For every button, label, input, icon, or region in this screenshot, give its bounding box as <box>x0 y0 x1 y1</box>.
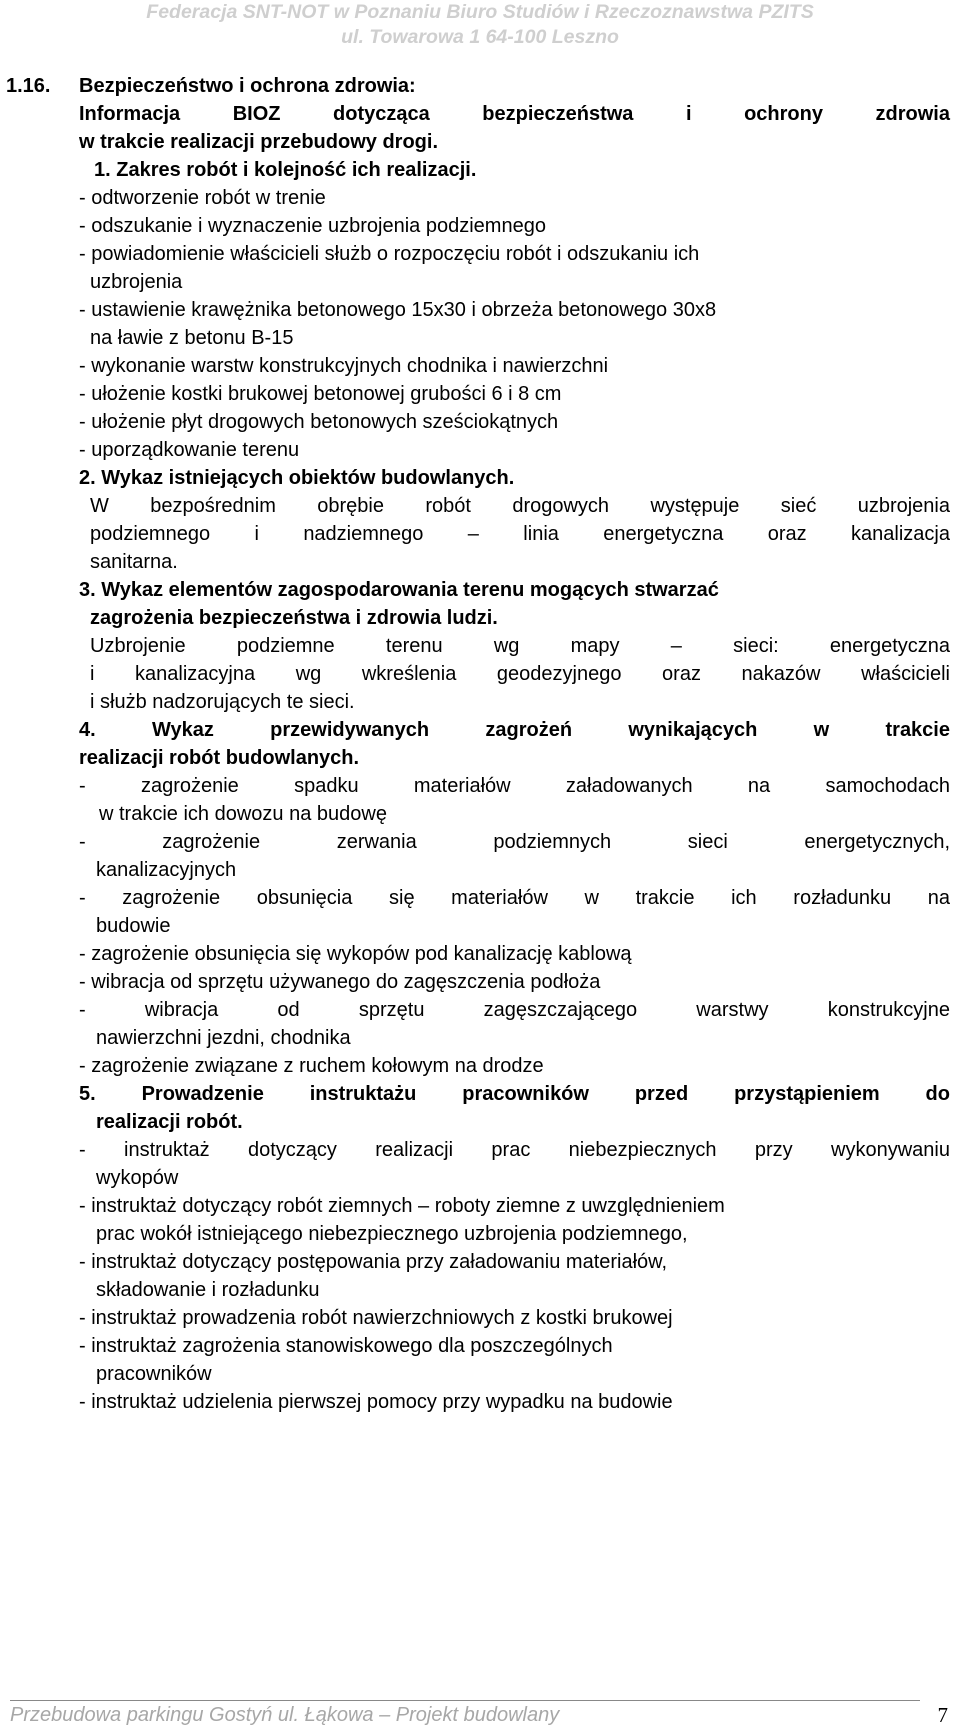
hazard-item: w trakcie ich dowozu na budowę <box>99 803 387 825</box>
section-number: 1.16. <box>6 75 51 97</box>
hazard-item: - zagrożenie obsunięcia się wykopów pod kanalizację kablową <box>79 943 632 965</box>
subsection-heading-5-cont: realizacji robót. <box>96 1111 243 1133</box>
subsection-heading-2: 2. Wykaz istniejących obiektów budowlanych. <box>79 467 515 489</box>
training-item: - instruktaż dotyczący postępowania przy załadowaniu materiałów, <box>79 1251 668 1273</box>
scope-item: na ławie z betonu B-15 <box>90 327 294 349</box>
training-item: prac wokół istniejącego niebezpiecznego uzbrojenia podziemnego, <box>96 1223 688 1245</box>
hazard-item: - zagrożenie spadku materiałów załadowanych na samochodach <box>79 775 950 797</box>
section-title-line-3: w trakcie realizacji przebudowy drogi. <box>79 131 438 153</box>
hazard-item: - zagrożenie związane z ruchem kołowym na drodze <box>79 1055 544 1077</box>
training-item: pracowników <box>96 1363 212 1385</box>
paragraph-line: Uzbrojenie podziemne terenu wg mapy – sieci: energetyczna <box>90 635 950 657</box>
training-item: - instruktaż zagrożenia stanowiskowego dla poszczególnych <box>79 1335 613 1357</box>
paragraph-line: podziemnego i nadziemnego – linia energetyczna oraz kanalizacja <box>90 523 950 545</box>
hazard-item: - wibracja od sprzętu zagęszczającego warstwy konstrukcyjne <box>79 999 950 1021</box>
section-title-line-1: 1.16. Bezpieczeństwo i ochrona zdrowia: <box>0 72 950 100</box>
subsection-heading-1: 1. Zakres robót i kolejność ich realizacji. <box>94 159 477 181</box>
scope-item: - odtworzenie robót w trenie <box>79 187 326 209</box>
training-item: - instruktaż udzielenia pierwszej pomocy przy wypadku na budowie <box>79 1391 673 1413</box>
training-item: - instruktaż dotyczący realizacji prac niebezpiecznych przy wykonywaniu <box>79 1139 950 1161</box>
scope-item: - uporządkowanie terenu <box>79 439 300 461</box>
hazard-item: nawierzchni jezdni, chodnika <box>96 1027 351 1049</box>
scope-item: - ustawienie krawężnika betonowego 15x30 i obrzeża betonowego 30x8 <box>79 299 717 321</box>
training-item: wykopów <box>96 1167 179 1189</box>
page-header <box>0 0 960 50</box>
hazard-item: - zagrożenie zerwania podziemnych sieci energetycznych, <box>79 831 950 853</box>
training-item: - instruktaż prowadzenia robót nawierzchniowych z kostki brukowej <box>79 1307 673 1329</box>
scope-item: - odszukanie i wyznaczenie uzbrojenia podziemnego <box>79 215 546 237</box>
subsection-heading-3: 3. Wykaz elementów zagospodarowania terenu mogących stwarzać <box>79 579 719 601</box>
scope-item: - wykonanie warstw konstrukcyjnych chodnika i nawierzchni <box>79 355 609 377</box>
subsection-heading-3-cont: zagrożenia bezpieczeństwa i zdrowia ludzi. <box>90 607 498 629</box>
scope-item: uzbrojenia <box>90 271 183 293</box>
scope-item: - ułożenie płyt drogowych betonowych sześciokątnych <box>79 411 559 433</box>
page-number: 7 <box>937 1703 948 1727</box>
header-organization: Federacja SNT-NOT w Poznaniu Biuro Studiów i Rzeczoznawstwa PZITS <box>146 1 814 23</box>
paragraph-line: i kanalizacyjna wg wkreślenia geodezyjnego oraz nakazów właścicieli <box>90 663 950 685</box>
paragraph-line: i służb nadzorujących te sieci. <box>90 691 355 713</box>
scope-item: - powiadomienie właścicieli służb o rozpoczęciu robót i odszukaniu ich <box>79 243 700 265</box>
hazard-item: - zagrożenie obsunięcia się materiałów w trakcie ich rozładunku na <box>79 887 950 909</box>
paragraph-line: W bezpośrednim obrębie robót drogowych występuje sieć uzbrojenia <box>90 495 950 517</box>
header-address: ul. Towarowa 1 64-100 Leszno <box>341 26 619 48</box>
subsection-heading-5: 5. Prowadzenie instruktażu pracowników przed przystąpieniem do <box>79 1083 950 1105</box>
footer-project-title: Przebudowa parkingu Gostyń ul. Łąkowa – Projekt budowlany <box>10 1704 560 1726</box>
scope-item: - ułożenie kostki brukowej betonowej grubości 6 i 8 cm <box>79 383 562 405</box>
hazard-item: - wibracja od sprzętu używanego do zagęszczenia podłoża <box>79 971 601 993</box>
subsection-heading-4-cont: realizacji robót budowlanych. <box>79 747 360 769</box>
footer-divider <box>10 1700 920 1701</box>
subsection-heading-4: 4. Wykaz przewidywanych zagrożeń wynikających w trakcie <box>79 719 950 741</box>
training-item: składowanie i rozładunku <box>96 1279 320 1301</box>
hazard-item: budowie <box>96 915 171 937</box>
hazard-item: kanalizacyjnych <box>96 859 237 881</box>
section-title-line-2: Informacja BIOZ dotycząca bezpieczeństwa i ochrony zdrowia <box>79 103 950 125</box>
paragraph-line: sanitarna. <box>90 551 178 573</box>
training-item: - instruktaż dotyczący robót ziemnych – roboty ziemne z uwzględnieniem <box>79 1195 725 1217</box>
